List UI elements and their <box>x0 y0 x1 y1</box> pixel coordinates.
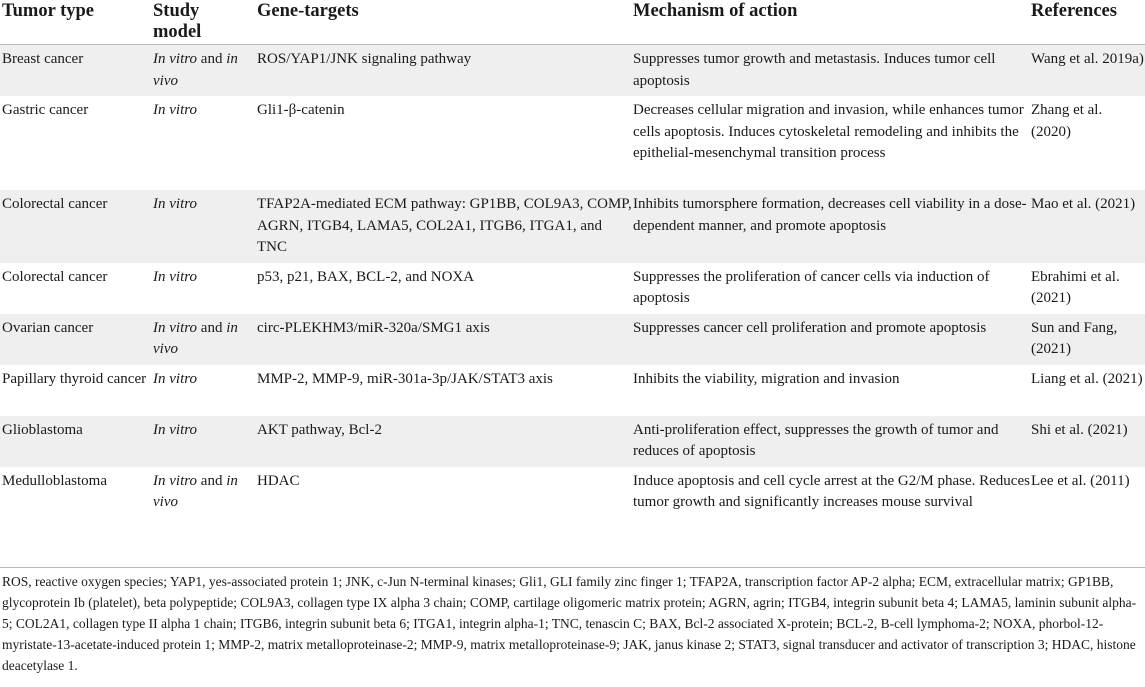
cell-mechanism-text: Suppresses the proliferation of cancer cells via induction of apoptosis <box>633 268 990 306</box>
study-model-part: in vivo <box>153 51 238 89</box>
cell-gene-targets <box>257 190 633 263</box>
cell-study-model <box>153 365 257 416</box>
study-model-part: in vivo <box>153 472 238 510</box>
study-model-part: In vitro <box>153 472 198 489</box>
cell-tumor-type <box>0 263 153 314</box>
study-model-part: In vitro <box>153 370 198 387</box>
cell-gene-targets <box>257 314 633 365</box>
cell-gene-targets <box>257 416 633 467</box>
table-row <box>0 45 1145 97</box>
cell-study-model <box>153 263 257 314</box>
cell-reference <box>1031 467 1145 539</box>
cell-study-model <box>153 467 257 539</box>
cell-tumor-type <box>0 365 153 416</box>
cell-reference <box>1031 314 1145 365</box>
cell-reference <box>1031 96 1145 190</box>
cell-mechanism-text: Inhibits the viability, migration and invasion <box>633 370 900 387</box>
cell-tumor-type-text: Colorectal cancer <box>2 196 108 212</box>
cell-gene-targets-text: HDAC <box>257 472 300 489</box>
cell-gene-targets-text: ROS/YAP1/JNK signaling pathway <box>257 51 472 67</box>
table-row <box>0 365 1145 416</box>
header-study-model <box>153 0 257 45</box>
cell-gene-targets <box>257 467 633 539</box>
table-header-row <box>0 0 1145 45</box>
study-model-part: and <box>197 51 227 67</box>
table-row <box>0 190 1145 263</box>
header-mechanism: Mechanism of action <box>633 1 798 21</box>
cell-mechanism <box>633 314 1031 365</box>
cell-gene-targets-text: TFAP2A-mediated ECM pathway: GP1BB, COL9A3, COMP, AGRN, ITGB4, LAMA5, COL2A1, ITGB6, ITGA1, and TNC <box>257 196 632 255</box>
cell-study-model <box>153 190 257 263</box>
cell-reference-text: Lee et al. (2011) <box>1031 472 1130 489</box>
table-row <box>0 96 1145 190</box>
table-body <box>0 45 1145 539</box>
cell-reference-text: Wang et al. 2019a) <box>1031 51 1144 67</box>
cell-reference <box>1031 190 1145 263</box>
cell-reference <box>1031 45 1145 97</box>
cell-study-model <box>153 416 257 467</box>
study-model-part: In vitro <box>153 319 198 336</box>
cell-mechanism <box>633 365 1031 416</box>
cell-gene-targets-text: circ-PLEKHM3/miR-320a/SMG1 axis <box>257 319 490 336</box>
cell-mechanism-text: Suppresses cancer cell proliferation and promote apoptosis <box>633 319 987 336</box>
cell-tumor-type-text: Colorectal cancer <box>2 268 108 285</box>
study-model-part: In vitro <box>153 196 198 212</box>
cell-mechanism <box>633 96 1031 190</box>
study-model-part: and <box>197 319 227 336</box>
cell-reference <box>1031 263 1145 314</box>
cell-study-model <box>153 45 257 97</box>
table-footnote: ROS, reactive oxygen species; YAP1, yes-associated protein 1; JNK, c-Jun N-terminal kinases; Gli1, GLI family zinc finger 1; TFAP2A, transcription factor AP-2 alpha; ECM, extracellular matrix; GP1BB, glycoprotein Ib (platelet), beta polypeptide; COL9A3, collagen type IX alpha 3 chain; COMP, cartilage oligomeric matrix protein; AGRN, agrin; ITGB4, integrin subunit beta 4; LAMA5, laminin subunit alpha-5; COL2A1, collagen type II alpha 1 chain; ITGB6, integrin subunit beta 6; ITGA1, integrin alpha-1; TNC, tenascin C; BAX, Bcl-2 associated X-protein; BCL-2, B-cell lymphoma-2; NOXA, phorbol-12-myristate-13-acetate-induced protein 1; MMP-2, matrix metalloproteinase-2; MMP-9, matrix metalloproteinase-9; JAK, janus kinase 2; STAT3, signal transducer and activator of transcription 3; HDAC, histone deacetylase 1. <box>2 574 1137 673</box>
cell-mechanism-text: Induce apoptosis and cell cycle arrest at the G2/M phase. Reduces tumor growth and significantly increases mouse survival <box>633 472 1030 510</box>
study-model-part: In vitro <box>153 102 198 118</box>
study-model-part: in vivo <box>153 319 238 357</box>
cell-tumor-type-text: Gastric cancer <box>2 102 89 118</box>
cell-gene-targets-text: p53, p21, BAX, BCL-2, and NOXA <box>257 268 475 285</box>
cell-tumor-type <box>0 96 153 190</box>
cell-tumor-type-text: Ovarian cancer <box>2 319 94 336</box>
cell-tumor-type-text: Medulloblastoma <box>2 472 107 489</box>
cell-gene-targets <box>257 96 633 190</box>
study-model-part: In vitro <box>153 268 198 285</box>
header-study-model-text: Study model <box>153 1 202 42</box>
cell-study-model <box>153 314 257 365</box>
cell-gene-targets-text: Gli1-β-catenin <box>257 102 345 118</box>
cell-tumor-type-text: Papillary thyroid cancer <box>2 370 147 387</box>
cell-mechanism <box>633 45 1031 97</box>
table-row <box>0 263 1145 314</box>
table-bottom-rule <box>0 567 1145 568</box>
header-references: References <box>1031 1 1117 21</box>
cell-tumor-type <box>0 314 153 365</box>
header-gene-targets: Gene-targets <box>257 1 359 21</box>
cell-tumor-type <box>0 467 153 539</box>
study-model-part: and <box>197 472 227 489</box>
cell-tumor-type <box>0 416 153 467</box>
cell-study-model <box>153 96 257 190</box>
cell-reference-text: Mao et al. (2021) <box>1031 196 1136 212</box>
cell-tumor-type-text: Glioblastoma <box>2 421 83 438</box>
cell-tumor-type <box>0 190 153 263</box>
cell-tumor-type-text: Breast cancer <box>2 51 84 67</box>
cell-gene-targets <box>257 263 633 314</box>
cell-mechanism <box>633 416 1031 467</box>
cell-reference <box>1031 416 1145 467</box>
table-row <box>0 467 1145 539</box>
cell-mechanism-text: Decreases cellular migration and invasion, while enhances tumor cells apoptosis. Induces cytoskeletal remodeling and inhibits the epithelial-mesenchymal transition process <box>633 102 1024 161</box>
cell-mechanism <box>633 467 1031 539</box>
cell-reference-text: Zhang et al. (2020) <box>1031 102 1103 140</box>
cell-mechanism-text: Inhibits tumorsphere formation, decreases cell viability in a dose-dependent manner, and promote apoptosis <box>633 196 1027 234</box>
cell-gene-targets <box>257 45 633 97</box>
cell-reference <box>1031 365 1145 416</box>
cell-mechanism <box>633 190 1031 263</box>
study-model-part: In vitro <box>153 421 198 438</box>
cell-reference-text: Ebrahimi et al. (2021) <box>1031 268 1120 306</box>
cell-gene-targets-text: AKT pathway, Bcl-2 <box>257 421 382 438</box>
cell-mechanism-text: Suppresses tumor growth and metastasis. Induces tumor cell apoptosis <box>633 51 996 89</box>
cell-reference-text: Liang et al. (2021) <box>1031 370 1143 387</box>
cell-gene-targets <box>257 365 633 416</box>
cell-reference-text: Shi et al. (2021) <box>1031 421 1128 438</box>
header-tumor-type: Tumor type <box>2 1 95 21</box>
cell-tumor-type <box>0 45 153 97</box>
study-model-part: In vitro <box>153 51 198 67</box>
table-row <box>0 416 1145 467</box>
table-row <box>0 314 1145 365</box>
cell-mechanism <box>633 263 1031 314</box>
cell-reference-text: Sun and Fang, (2021) <box>1031 319 1118 357</box>
cell-mechanism-text: Anti-proliferation effect, suppresses the growth of tumor and reduces of apoptosis <box>633 421 999 459</box>
cell-gene-targets-text: MMP-2, MMP-9, miR-301a-3p/JAK/STAT3 axis <box>257 370 553 387</box>
